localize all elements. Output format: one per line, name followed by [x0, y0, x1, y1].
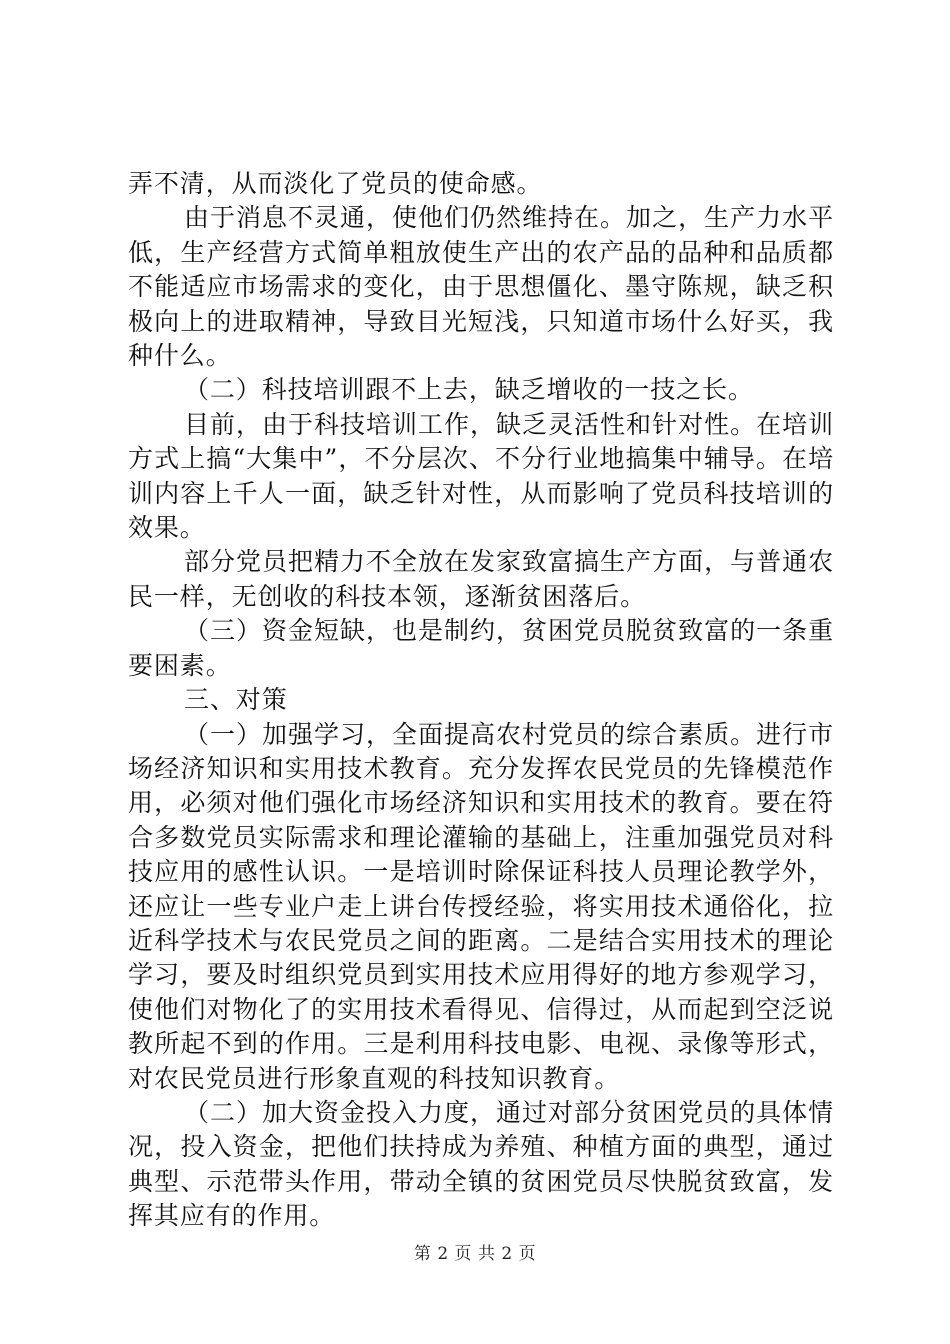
- paragraph-5: （一）加强学习，全面提高农村党员的综合素质。进行市场经济知识和实用技术教育。充分发挥农民党员的先锋模范作用，必须对他们强化市场经济知识和实用技术的教育。要在符合多数党员实际需求和理论灌输的基础上，注重加强党员对科技应用的感性认识。一是培训时除保证科技人员理论教学外，还应让一些专业户走上讲台传授经验，将实用技术通俗化，拉近科学技术与农民党员之间的距离。二是结合实用技术的理论学习，要及时组织党员到实用技术应用得好的地方参观学习，使他们对物化了的实用技术看得见、信得过，从而起到空泛说教所起不到的作用。三是利用科技电影、电视、录像等形式，对农民党员进行形象直观的科技知识教育。: [128, 719, 834, 1093]
- section-heading-3: （三）资金短缺，也是制约，贫困党员脱贫致富的一条重要困素。: [128, 616, 834, 680]
- paragraph-3: 目前，由于科技培训工作，缺乏灵活性和针对性。在培训方式上搞“大集中”，不分层次、不分行业地搞集中辅导。在培训内容上千人一面，缺乏针对性，从而影响了党员科技培训的效果。: [128, 409, 834, 543]
- document-body: [128, 167, 834, 1234]
- paragraph-1: 弄不清，从而淡化了党员的使命感。: [128, 169, 543, 198]
- page-footer: [0, 1243, 950, 1265]
- paragraph-6: （二）加大资金投入力度，通过对部分贫困党员的具体情况，投入资金，把他们扶持成为养殖、种植方面的典型，通过典型、示范带头作用，带动全镇的贫困党员尽快脱贫致富，发挥其应有的作用。: [128, 1097, 834, 1231]
- section-heading-2: （二）科技培训跟不上去，缺乏增收的一技之长。: [184, 375, 754, 405]
- paragraph-4: 部分党员把精力不全放在发家致富搞生产方面，与普通农民一样，无创收的科技本领，逐渐贫困落后。: [128, 547, 834, 611]
- page-number-label: 第 2 页 共 2 页: [413, 1244, 537, 1264]
- paragraph-2: 由于消息不灵通，使他们仍然维持在。加之，生产力水平低，生产经营方式简单粗放使生产出的农产品的品种和品质都不能适应市场需求的变化，由于思想僵化、墨守陈规，缺乏积极向上的进取精神，导致目光短浅，只知道市场什么好买，我种什么。: [128, 203, 834, 371]
- chapter-heading-countermeasures: 三、对策: [184, 685, 288, 715]
